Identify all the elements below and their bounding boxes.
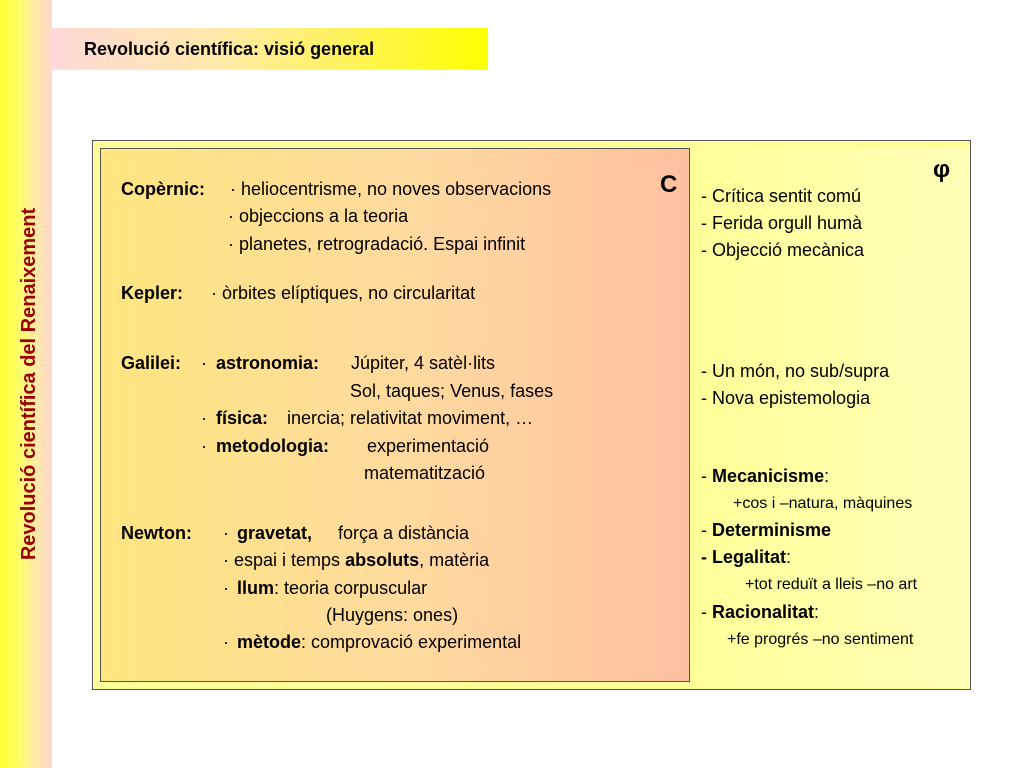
galilei-astronomia-cont: Sol, taques; Venus, fases bbox=[350, 381, 554, 401]
galilei-dot-3: · bbox=[201, 436, 207, 456]
side-bar bbox=[0, 0, 52, 768]
galilei-name: Galilei: bbox=[121, 353, 182, 373]
newton-llum-cont: (Huygens: ones) bbox=[326, 605, 459, 625]
galilei-dot-1: · bbox=[201, 353, 207, 373]
philosophy-line-4: - Un món, no sub/supra bbox=[701, 361, 890, 381]
philosophy-panel bbox=[690, 148, 970, 688]
kepler-line-1: · òrbites elíptiques, no circularitat bbox=[211, 283, 476, 303]
mecanicisme-note: +cos i –natura, màquines bbox=[733, 495, 913, 512]
newton-llum-text: llum: teoria corpuscular bbox=[237, 578, 428, 598]
kepler-name: Kepler: bbox=[121, 283, 184, 303]
galilei-fisica-label: física: bbox=[216, 408, 269, 428]
legalitat-note: +tot reduït a lleis –no art bbox=[745, 576, 918, 593]
page-title: Revolució científica: visió general bbox=[84, 39, 375, 59]
newton-dot-4: · bbox=[223, 632, 229, 652]
science-symbol: C bbox=[660, 171, 678, 198]
newton-dot-3: · bbox=[223, 578, 229, 598]
galilei-fisica-text: inercia; relativitat moviment, … bbox=[287, 408, 534, 428]
newton-espai-text: · espai i temps absoluts, matèria bbox=[223, 550, 490, 570]
science-panel bbox=[100, 148, 690, 682]
newton-gravetat-label: gravetat, bbox=[237, 523, 313, 543]
header-band bbox=[52, 28, 488, 70]
copernic-line-3: · planetes, retrogradació. Espai infinit bbox=[228, 234, 526, 254]
newton-gravetat-text: força a distància bbox=[338, 523, 470, 543]
side-title: Revolució científica del Renaixement bbox=[18, 207, 40, 561]
copernic-name: Copèrnic: bbox=[121, 179, 206, 199]
racionalitat-note: +fe progrés –no sentiment bbox=[727, 631, 914, 648]
galilei-metodologia-text: experimentació bbox=[367, 436, 490, 456]
philosophy-line-1: - Crítica sentit comú bbox=[701, 186, 862, 206]
legalitat-line: - Legalitat: bbox=[701, 547, 792, 567]
philosophy-line-3: - Objecció mecànica bbox=[701, 240, 865, 260]
philosophy-symbol: φ bbox=[933, 156, 951, 183]
galilei-astronomia-label: astronomia: bbox=[216, 353, 320, 373]
philosophy-line-5: - Nova epistemologia bbox=[701, 388, 871, 408]
racionalitat-line: - Racionalitat: bbox=[701, 602, 820, 622]
philosophy-line-2: - Ferida orgull humà bbox=[701, 213, 863, 233]
galilei-astronomia-text: Júpiter, 4 satèl·lits bbox=[351, 353, 496, 373]
newton-dot-1: · bbox=[223, 523, 229, 543]
mecanicisme-line: - Mecanicisme: bbox=[701, 466, 830, 486]
galilei-dot-2: · bbox=[201, 408, 207, 428]
copernic-line-2: · objeccions a la teoria bbox=[228, 206, 409, 226]
galilei-metodologia-label: metodologia: bbox=[216, 436, 329, 456]
determinisme-line: - Determinisme bbox=[701, 520, 832, 540]
newton-metode-text: mètode: comprovació experimental bbox=[237, 632, 522, 652]
newton-name: Newton: bbox=[121, 523, 192, 543]
copernic-line-1: · heliocentrisme, no noves observacions bbox=[230, 179, 552, 199]
galilei-metodologia-cont: matematització bbox=[364, 463, 486, 483]
